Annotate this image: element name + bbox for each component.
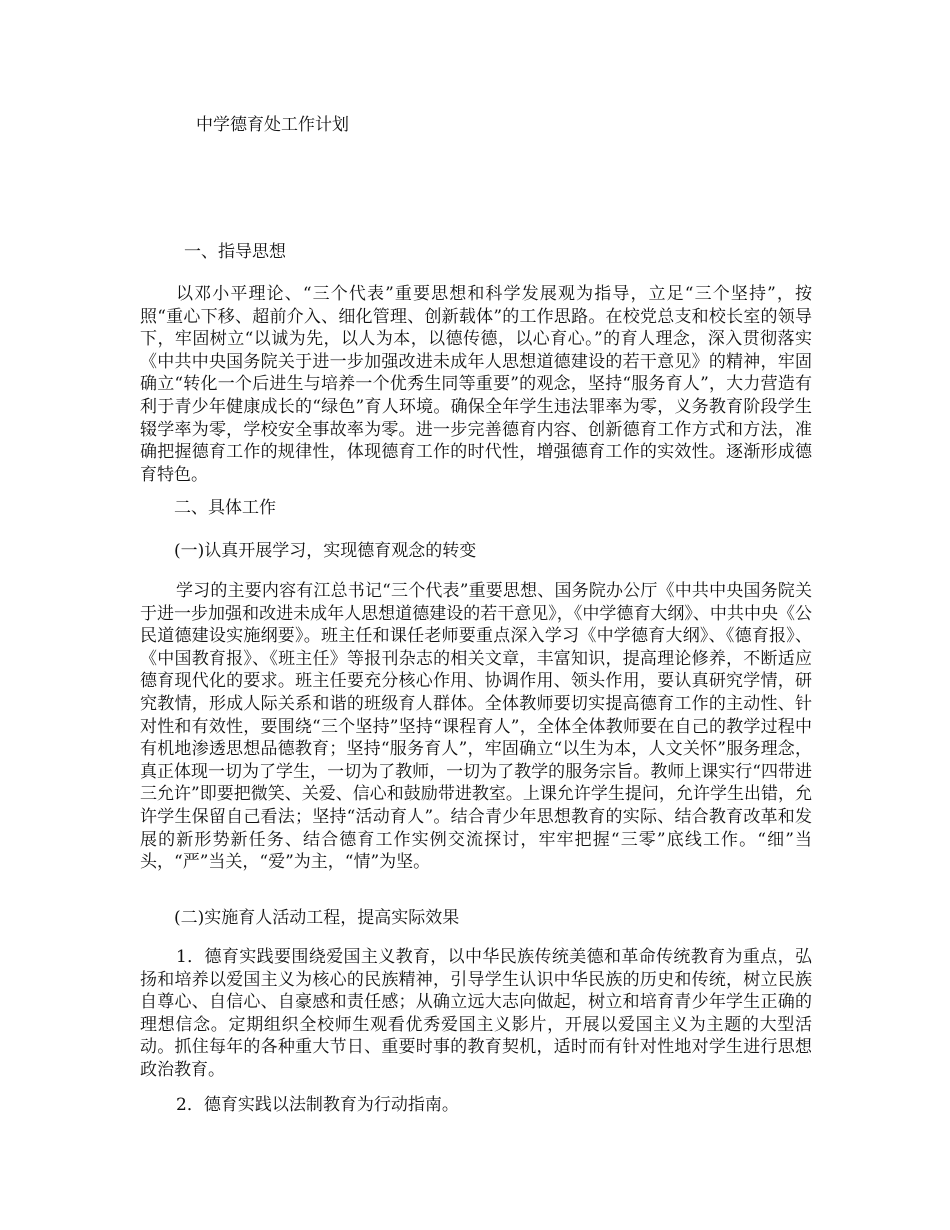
- document-title: 中学德育处工作计划: [196, 115, 349, 135]
- subsection-heading-study: (一)认真开展学习，实现德育观念的转变: [174, 541, 477, 561]
- paragraph-guiding-ideology: 以邓小平理论、“三个代表”重要思想和科学发展观为指导，立足“三个坚持”，按照“重心下移、超前介入、细化管理、创新载体”的工作思路。在校党总支和校长室的领导下，牢固树立“以诚为先，以人为本，以德传德，以心育心。”的育人理念，深入贯彻落实《中共中央国务院关于进一步加强改进未成年人思想道德建设的若干意见》的精神，牢固确立“转化一个后进生与培养一个优秀生同等重要”的观念，坚持“服务育人”，大力营造有利于青少年健康成长的“绿色”育人环境。确保全年学生违法罪率为零，义务教育阶段学生辍学率为零，学校安全事故率为零。进一步完善德育内容、创新德育工作方式和方法，准确把握德育工作的规律性，体现德育工作的时代性，增强德育工作的实效性。逐渐形成德育特色。: [140, 284, 812, 485]
- section-heading-specific-work: 二、具体工作: [174, 498, 276, 518]
- section-heading-guiding-ideology: 一、指导思想: [184, 242, 286, 262]
- paragraph-study: 学习的主要内容有江总书记“三个代表”重要思想、国务院办公厅《中共中央国务院关于进一步加强和改进未成年人思想道德建设的若干意见》，《中学德育大纲》、中共中央《公民道德建设实施纲要》。班主任和课任老师要重点深入学习《中学德育大纲》、《德育报》、《中国教育报》、《班主任》等报刊杂志的相关文章，丰富知识，提高理论修养，不断适应德育现代化的要求。班主任要充分核心作用、协调作用、领头作用，要认真研究学情，研究教情，形成人际关系和谐的班级育人群体。全体教师要切实提高德育工作的主动性、针对性和有效性，要围绕“三个坚持”坚持“课程育人”，全体全体教师要在自己的教学过程中有机地渗透思想品德教育；坚持“服务育人”，牢固确立“以生为本，人文关怀”服务理念，真正体现一切为了学生，一切为了教师，一切为了教学的服务宗旨。教师上课实行“四带进三允许”即要把微笑、关爱、信心和鼓励带进教室。上课允许学生提问，允许学生出错，允许学生保留自己看法；坚持“活动育人”。结合青少年思想教育的实际、结合教育改革和发展的新形势新任务、结合德育工作实例交流探讨，牢牢把握“三零”底线工作。“细”当头，“严”当关，“爱”为主，“情”为坚。: [140, 581, 812, 873]
- paragraph-item-2: 2．德育实践以法制教育为行动指南。: [176, 1095, 459, 1115]
- paragraph-item-1: 1．德育实践要围绕爱国主义教育，以中华民族传统美德和革命传统教育为重点，弘扬和培养以爱国主义为核心的民族精神，引导学生认识中华民族的历史和传统，树立民族自尊心、自信心、自豪感和责任感；从确立远大志向做起，树立和培育青少年学生正确的理想信念。定期组织全校师生观看优秀爱国主义影片，开展以爱国主义为主题的大型活动。抓住每年的各种重大节日、重要时事的教育契机，适时而有针对性地对学生进行思想政治教育。: [140, 947, 812, 1080]
- subsection-heading-activities: (二)实施育人活动工程，提高实际效果: [174, 908, 460, 928]
